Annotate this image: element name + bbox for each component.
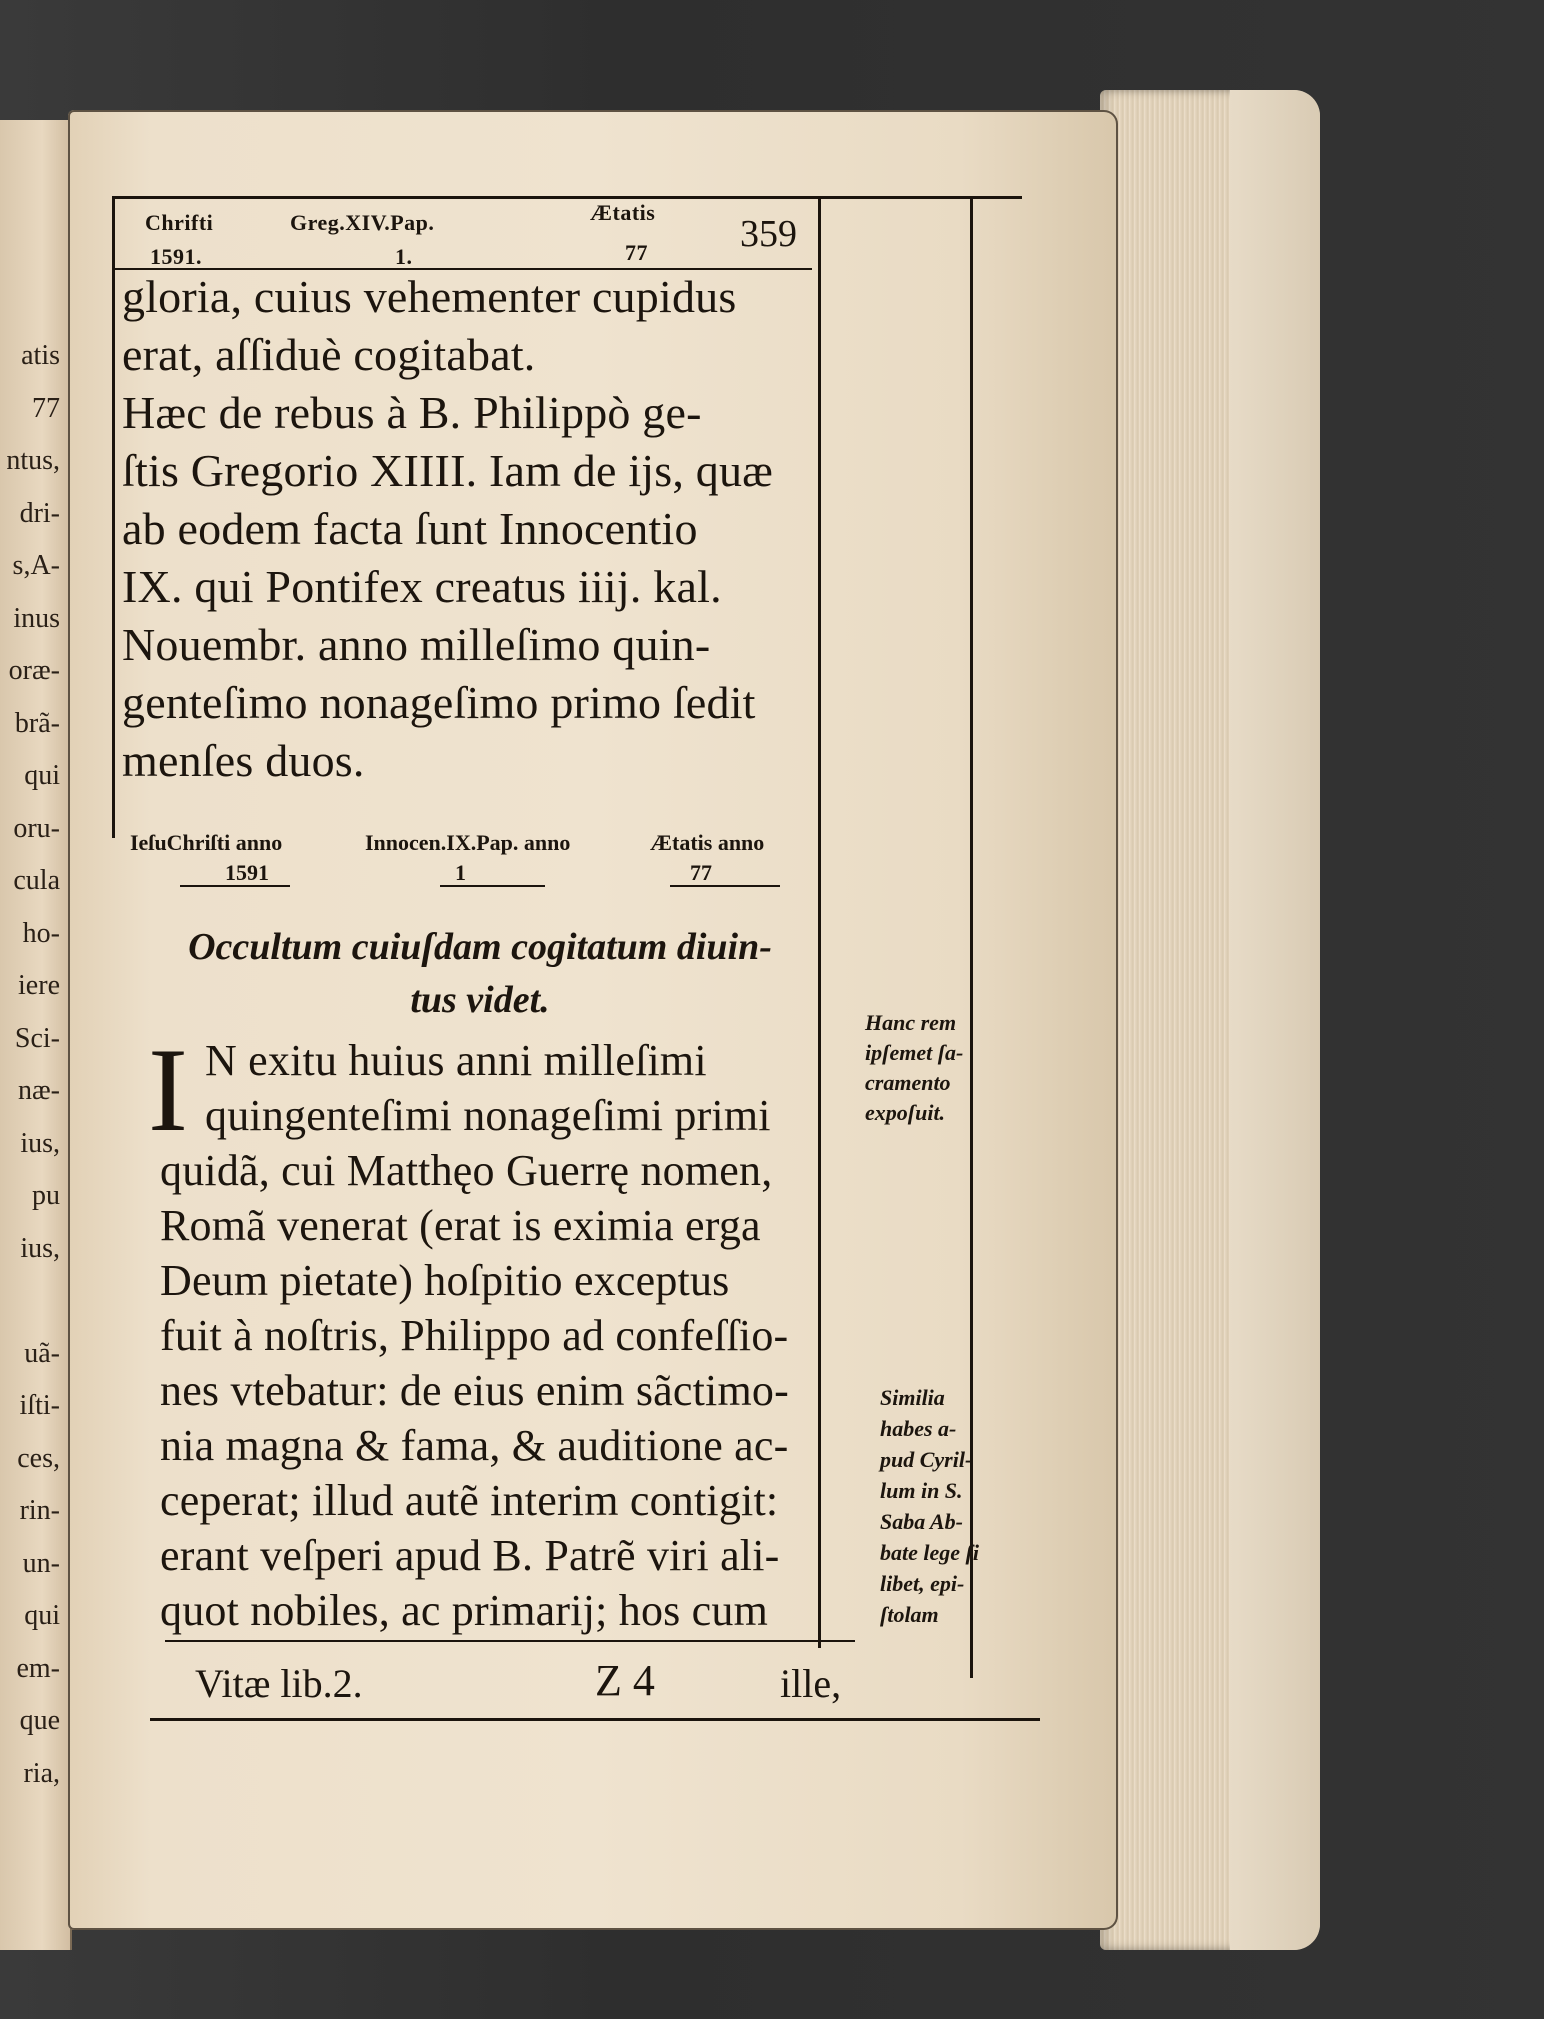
marginal-note-2-line-6: bate lege ſi bbox=[880, 1540, 979, 1565]
left-page-fragment: em- bbox=[16, 1652, 60, 1684]
paragraph-2-line-2: Romã venerat (erat is eximia erga bbox=[160, 1201, 761, 1250]
left-page-fragment: ho- bbox=[22, 917, 60, 949]
chronology-rule-2 bbox=[440, 885, 545, 887]
paragraph-2-line-4: fuit à noſtris, Philippo ad confeſſio- bbox=[160, 1311, 789, 1360]
paragraph-1-line-1: gloria, cuius vehementer cupidus bbox=[122, 271, 737, 322]
paragraph-1-line-9: menſes duos. bbox=[122, 735, 365, 786]
page-number: 359 bbox=[740, 213, 797, 255]
running-head-pope: Greg.XIV.Pap. bbox=[290, 210, 435, 235]
paragraph-1-line-8: genteſimo nonageſimo primo ſedit bbox=[122, 677, 756, 728]
chronology-aetatis: Ætatis anno bbox=[650, 830, 765, 855]
left-page-fragment: oræ- bbox=[8, 655, 60, 686]
paragraph-2-line-1: N exitu huius anni milleſimi bbox=[205, 1036, 707, 1085]
marginal-note-2-line-5: Saba Ab- bbox=[880, 1509, 963, 1534]
left-page-fragment: cula bbox=[13, 865, 60, 896]
paragraph-2-line-6: nia magna & fama, & auditione ac- bbox=[160, 1421, 789, 1470]
chronology-age: 77 bbox=[690, 860, 712, 885]
left-page-fragment: rin- bbox=[19, 1495, 60, 1526]
drop-capital: I bbox=[148, 1023, 188, 1156]
left-page-fragment: que bbox=[19, 1705, 60, 1736]
left-page-fragment: 77 bbox=[32, 392, 60, 424]
marginal-note-1-line-1: Hanc rem bbox=[865, 1010, 957, 1035]
catchword-left: Vitæ lib.2. bbox=[195, 1661, 363, 1706]
chronology-rule-1 bbox=[180, 885, 290, 887]
marginal-note-2-line-4: lum in S. bbox=[880, 1478, 963, 1503]
top-frame-rule bbox=[112, 196, 1022, 199]
running-head-aetatis: Ætatis bbox=[590, 200, 656, 225]
marginal-note-1-line-4: expoſuit. bbox=[865, 1100, 946, 1125]
paragraph-2-line-2: quingenteſimi nonageſimi primi bbox=[205, 1091, 771, 1140]
left-page-fragment: Sci- bbox=[14, 1022, 60, 1054]
paragraph-2-line-8: erant veſperi apud B. Patrẽ viri ali- bbox=[160, 1531, 780, 1580]
left-page-edge bbox=[0, 120, 72, 1950]
left-page-fragment: dri- bbox=[19, 497, 60, 529]
left-page-fragment: un- bbox=[22, 1547, 60, 1579]
left-page-fragment: qui bbox=[24, 1600, 60, 1631]
paragraph-2-line-5: nes vtebatur: de eius enim sãctimo- bbox=[160, 1366, 789, 1415]
left-page-fragment bbox=[2, 1285, 66, 1338]
left-page-fragment: brã- bbox=[14, 707, 60, 739]
chronology-year: 1591 bbox=[225, 860, 269, 885]
paragraph-1-line-7: Nouembr. anno milleſimo quin- bbox=[122, 619, 711, 670]
paragraph-1-line-6: IX. qui Pontifex creatus iiij. kal. bbox=[122, 561, 722, 612]
left-page-fragment: iſti- bbox=[19, 1390, 60, 1421]
left-page-fragment: atis bbox=[21, 340, 60, 371]
paragraph-1-line-4: ſtis Gregorio XIIII. Iam de ijs, quæ bbox=[122, 445, 774, 496]
chronology-pope-year: 1 bbox=[455, 860, 466, 885]
left-page-fragment: s,A- bbox=[12, 550, 60, 581]
running-head-christi: Chrifti bbox=[145, 210, 214, 235]
left-frame-rule bbox=[112, 198, 115, 838]
chronology-christi: IeſuChriſti anno bbox=[130, 830, 283, 855]
left-page-fragment: pu bbox=[32, 1180, 60, 1211]
paragraph-2-line-1: quidã, cui Matthęo Guerrę nomen, bbox=[160, 1146, 773, 1195]
left-page-fragment: ces, bbox=[17, 1442, 60, 1474]
left-page-fragment: ntus, bbox=[6, 445, 60, 476]
marginal-note-2-line-1: Similia bbox=[880, 1385, 945, 1410]
left-page-fragment: ius, bbox=[20, 1127, 60, 1159]
left-page-fragment: ius, bbox=[20, 1232, 60, 1264]
paragraph-1-line-5: ab eodem facta ſunt Innocentio bbox=[122, 503, 698, 554]
section-title-line-1: Occultum cuiuſdam cogitatum diuin- bbox=[188, 926, 772, 968]
left-page-text-fragments bbox=[2, 340, 66, 1810]
marginal-note-2-line-7: libet, epi- bbox=[880, 1571, 965, 1596]
marginal-note-2-line-3: pud Cyril- bbox=[880, 1447, 973, 1472]
left-page-fragment: uã- bbox=[24, 1337, 60, 1369]
marginal-note-1-line-2: ipſemet ſa- bbox=[865, 1040, 964, 1065]
marginal-note-2-line-8: ſtolam bbox=[880, 1602, 939, 1627]
running-head-age: 77 bbox=[625, 240, 648, 265]
left-page-fragment: oru- bbox=[13, 812, 60, 844]
chronology-pope: Innocen.IX.Pap. anno bbox=[365, 830, 571, 855]
left-page-fragment: ria, bbox=[23, 1757, 60, 1789]
marginal-note-1-line-3: cramento bbox=[865, 1070, 951, 1095]
paragraph-2-line-7: ceperat; illud autẽ interim contigit: bbox=[160, 1476, 779, 1525]
section-title-line-2: tus videt. bbox=[410, 979, 550, 1021]
chronology-rule-3 bbox=[670, 885, 780, 887]
left-page-fragment: inus bbox=[13, 602, 60, 634]
running-head-year: 1591. bbox=[150, 244, 202, 269]
text-bottom-rule bbox=[165, 1640, 855, 1642]
left-page-fragment: iere bbox=[18, 970, 60, 1001]
book-fore-edge bbox=[1100, 90, 1320, 1950]
bottom-frame-rule bbox=[150, 1718, 1040, 1721]
paragraph-2-line-9: quot nobiles, ac primarij; hos cum bbox=[160, 1586, 769, 1635]
left-page-fragment: næ- bbox=[18, 1075, 60, 1106]
left-page-fragment: qui bbox=[24, 760, 60, 791]
paragraph-2-line-3: Deum pietate) hoſpitio exceptus bbox=[160, 1256, 730, 1305]
signature-mark: Z 4 bbox=[595, 1656, 655, 1705]
running-head-pope-year: 1. bbox=[395, 244, 413, 269]
catchword-right: ille, bbox=[780, 1661, 842, 1706]
paragraph-1-line-2: erat, aſſiduè cogitabat. bbox=[122, 329, 536, 380]
marginal-note-2-line-2: habes a- bbox=[880, 1416, 957, 1441]
paragraph-1-line-3: Hæc de rebus à B. Philippò ge- bbox=[122, 387, 702, 438]
